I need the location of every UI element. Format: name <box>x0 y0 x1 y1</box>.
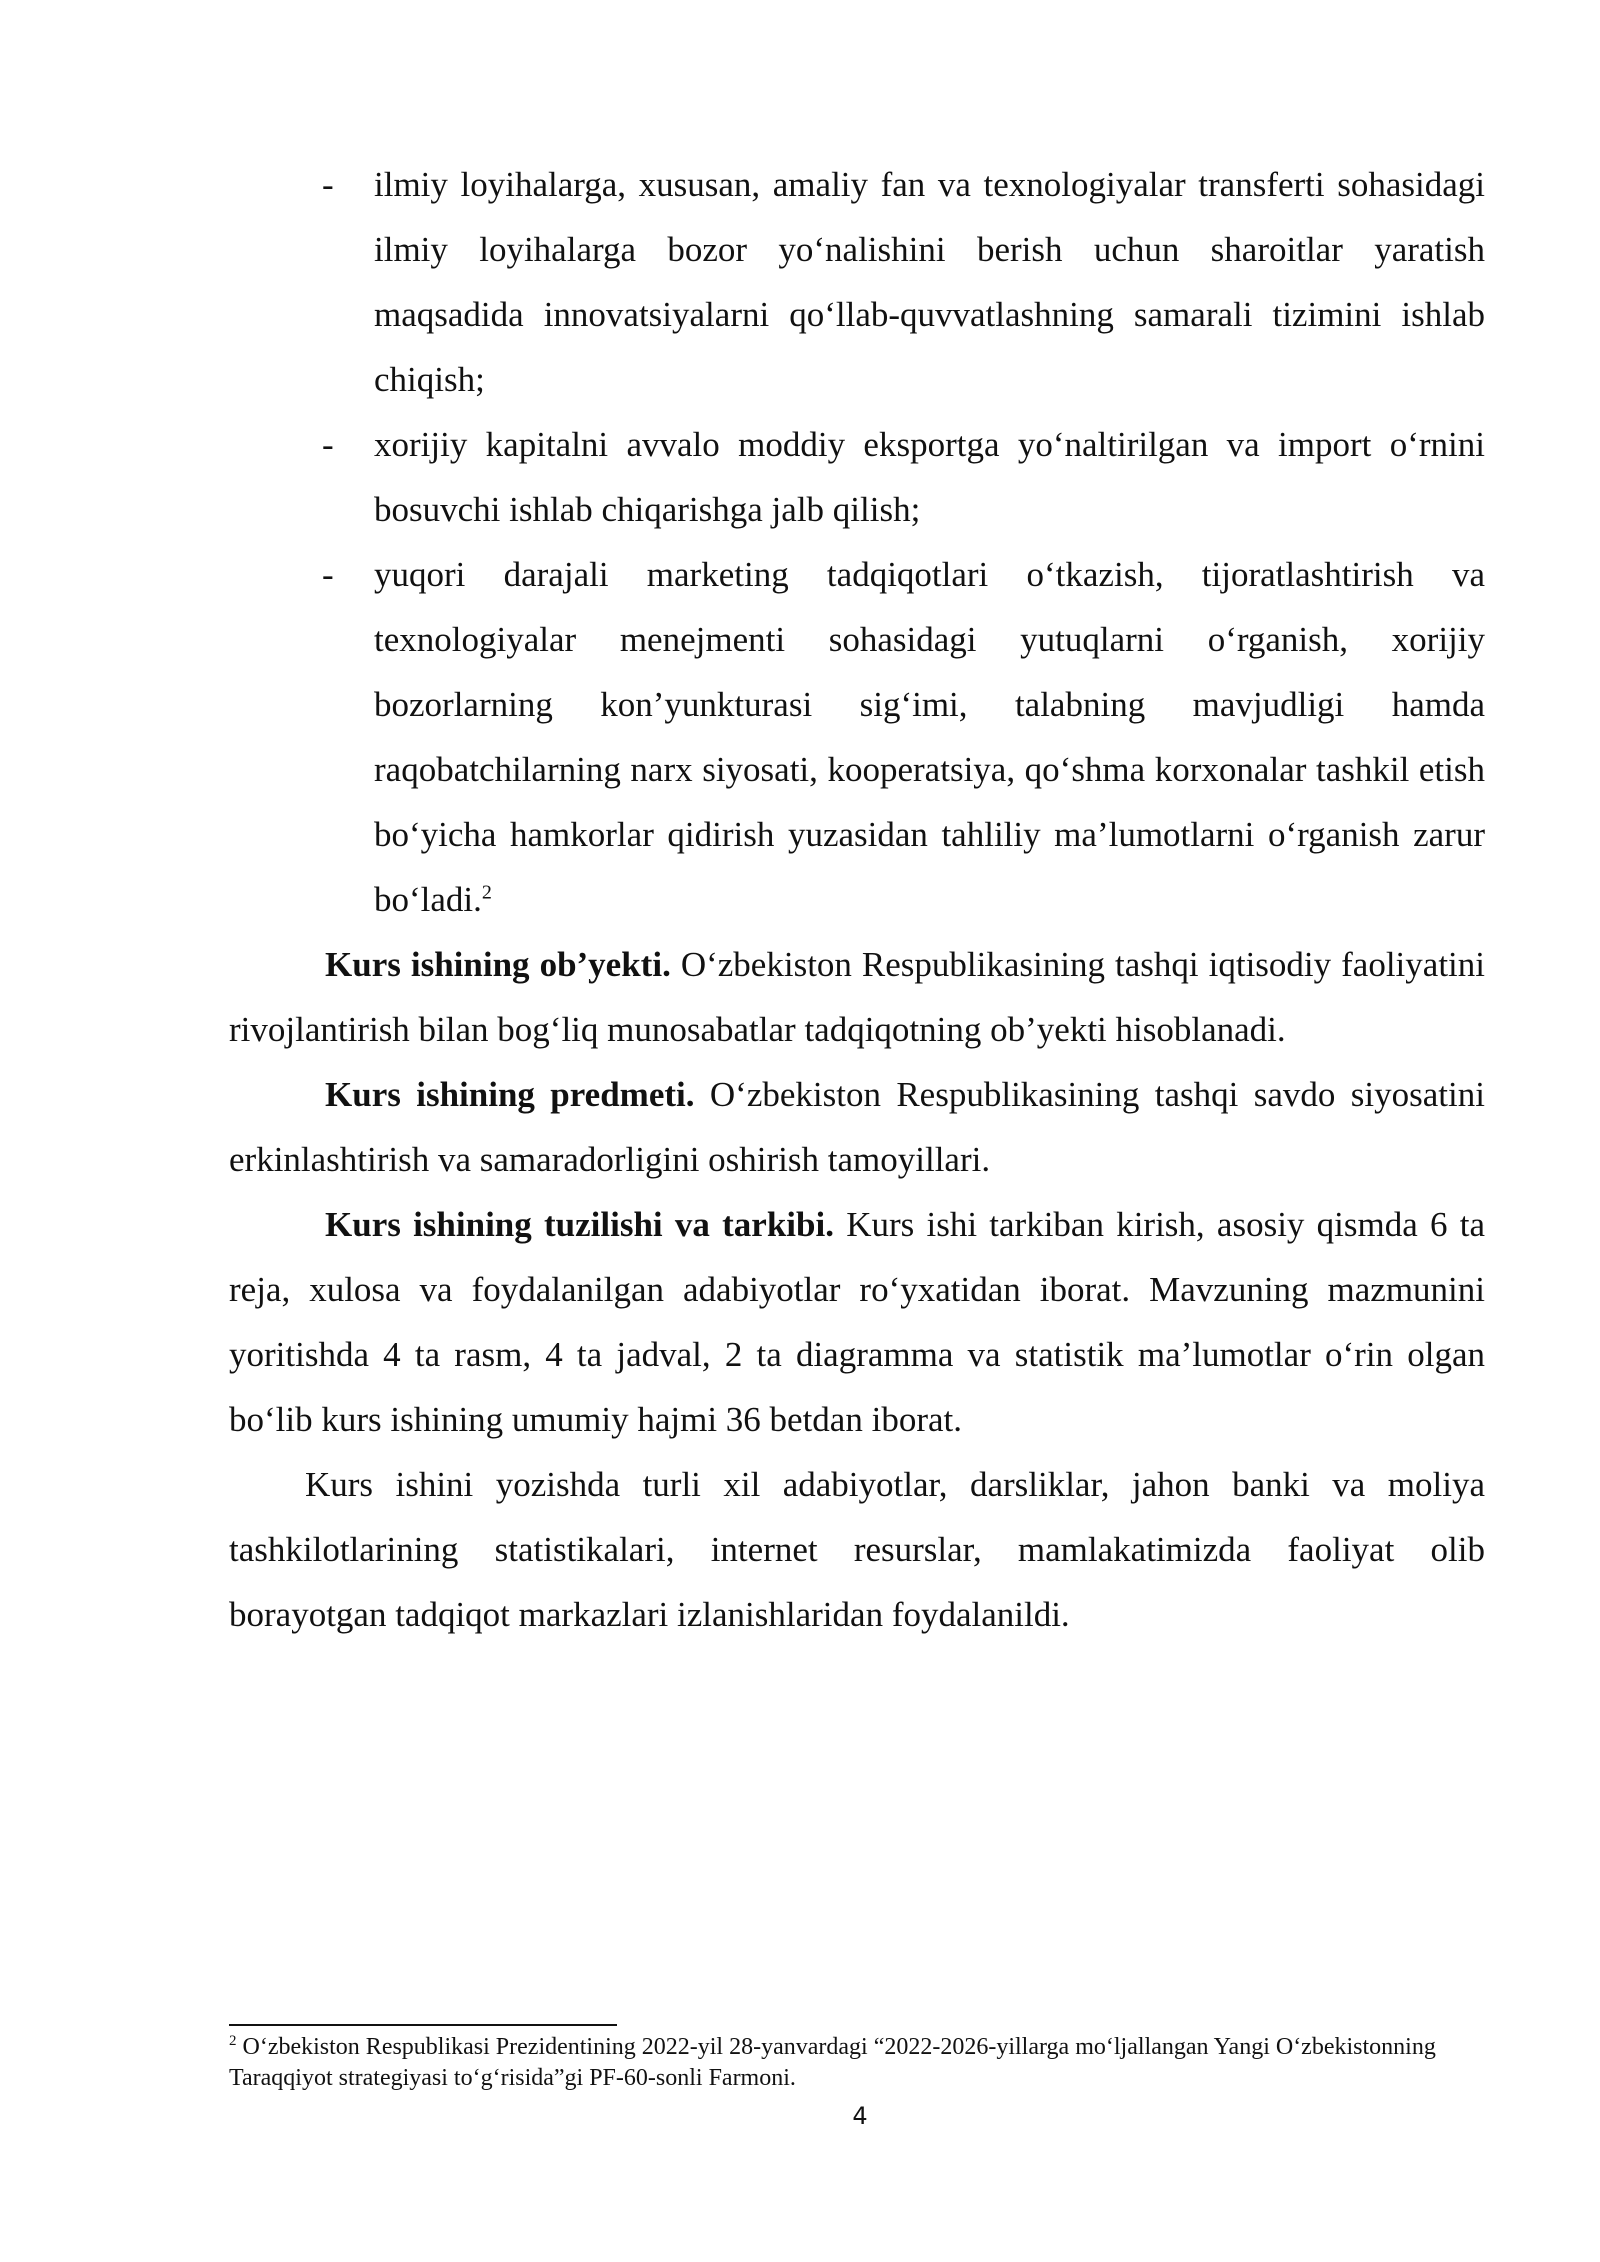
list-item <box>229 152 1485 412</box>
body-text <box>229 152 1485 1647</box>
paragraph-heading: Kurs ishining predmeti. <box>325 1075 695 1114</box>
footnote-mark: 2 <box>229 2033 237 2049</box>
footnote-text: O‘zbekiston Respublikasi Prezidentining 2022-yil 28-yanvardagi “2022-2026-yillarga mo‘ljallangan Yangi O‘zbekistonning Taraqqiyot strategiyasi to‘g‘risida”gi PF-60-sonli Farmoni. <box>229 2034 1436 2091</box>
footnote-reference[interactable]: 2 <box>481 881 492 904</box>
paragraph-text: Kurs ishini yozishda turli xil adabiyotlar, darsliklar, jahon banki va moliya tashkilotlarining statistikalari, internet resurslar, mamlakatimizda faoliyat olib borayotgan tadqiqot markazlari izlanishlaridan foydalanildi. <box>229 1465 1485 1634</box>
list-item-text: xorijiy kapitalni avvalo moddiy eksportga yo‘naltirilgan va import o‘rnini bosuvchi ishlab chiqarishga jalb qilish; <box>374 425 1485 529</box>
list-item-text: yuqori darajali marketing tadqiqotlari o‘tkazish, tijoratlashtirish va texnologiyalar menejmenti sohasidagi yutuqlarni o‘rganish, xorijiy bozorlarning kon’yunkturasi sig‘imi, talabning mavjudligi hamda raqobatchilarning narx siyosati, kooperatsiya, qo‘shma korxonalar tashkil etish bo‘yicha hamkorlar qidirish yuzasidan tahliliy ma’lumotlarni o‘rganish zarur bo‘ladi. <box>374 555 1485 919</box>
paragraph-object <box>229 932 1485 1062</box>
paragraph-heading: Kurs ishining ob’yekti. <box>325 945 671 984</box>
paragraph-text: O‘zbekiston Respublikasining tashqi iqtisodiy faoliyatini rivojlantirish bilan bog‘liq munosabatlar tadqiqotning ob’yekti hisoblanadi. <box>229 945 1485 1049</box>
list-dash: - <box>322 425 334 464</box>
paragraph-sources <box>229 1452 1485 1647</box>
list-dash: - <box>322 555 334 594</box>
paragraph-subject <box>229 1062 1485 1192</box>
footnote <box>229 2032 1485 2094</box>
list-item <box>229 542 1485 932</box>
footnote-separator <box>229 2024 617 2026</box>
paragraph-text: Kurs ishi tarkiban kirish, asosiy qismda 6 ta reja, xulosa va foydalanilgan adabiyotlar ro‘yxatidan iborat. Mavzuning mazmunini yoritishda 4 ta rasm, 4 ta jadval, 2 ta diagramma va statistik ma’lumotlar o‘rin olgan bo‘lib kurs ishining umumiy hajmi 36 betdan iborat. <box>229 1205 1485 1439</box>
paragraph-text: O‘zbekiston Respublikasining tashqi savdo siyosatini erkinlashtirish va samaradorligini oshirish tamoyillari. <box>229 1075 1485 1179</box>
paragraph-structure <box>229 1192 1485 1452</box>
page-number: 4 <box>852 2102 868 2130</box>
list-dash: - <box>322 165 334 204</box>
list-item <box>229 412 1485 542</box>
paragraph-heading: Kurs ishining tuzilishi va tarkibi. <box>325 1205 834 1244</box>
list-item-text: ilmiy loyihalarga, xususan, amaliy fan va texnologiyalar transferti sohasidagi ilmiy loyihalarga bozor yo‘nalishini berish uchun sharoitlar yaratish maqsadida innovatsiyalarni qo‘llab-quvvatlashning samarali tizimini ishlab chiqish; <box>374 165 1485 399</box>
